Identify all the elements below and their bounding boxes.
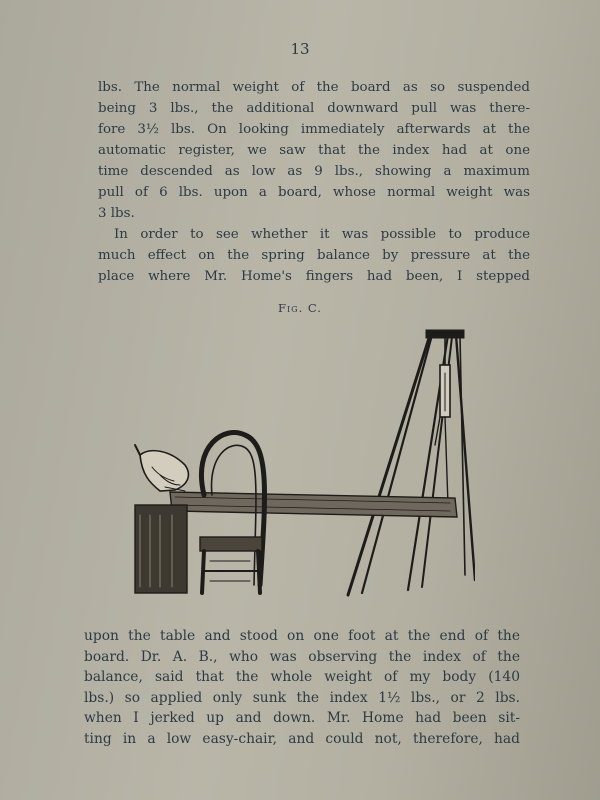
- text-line: board. Dr. A. B., who was observing the index of the: [84, 648, 520, 665]
- text-line: time descended as low as 9 lbs., showing a maximum: [98, 164, 530, 179]
- text-line: fore 3½ lbs. On looking immediately afterwards at the: [98, 122, 530, 137]
- text-line: when I jerked up and down. Mr. Home had been sit-: [84, 710, 520, 726]
- text-line: much effect on the spring balance by pressure at the: [98, 248, 530, 263]
- text-block-bottom: [84, 626, 520, 749]
- figure-illustration: [130, 325, 475, 605]
- text-line: pull of 6 lbs. upon a board, whose normal weight was: [98, 185, 530, 200]
- text-block-top: [98, 77, 530, 287]
- text-line: automatic register, we saw that the index had at one: [98, 143, 530, 158]
- figure-caption: Fig. C.: [278, 301, 322, 315]
- text-line: balance, said that the whole weight of my body (140: [84, 669, 520, 685]
- page-number: 13: [290, 40, 310, 58]
- text-line: lbs.) so applied only sunk the index 1½ lbs., or 2 lbs.: [84, 689, 520, 706]
- text-line: In order to see whether it was possible to produce: [114, 227, 530, 242]
- text-line: being 3 lbs., the additional downward pull was there-: [98, 101, 530, 116]
- text-line: lbs. The normal weight of the board as so suspended: [98, 80, 530, 95]
- text-line: place where Mr. Home's fingers had been, I stepped: [98, 269, 530, 284]
- engraving-illustration: [130, 325, 475, 605]
- text-line: 3 lbs.: [98, 206, 135, 221]
- text-line: upon the table and stood on one foot at the end of the: [84, 628, 520, 644]
- text-line: ting in a low easy-chair, and could not, therefore, had: [84, 730, 520, 747]
